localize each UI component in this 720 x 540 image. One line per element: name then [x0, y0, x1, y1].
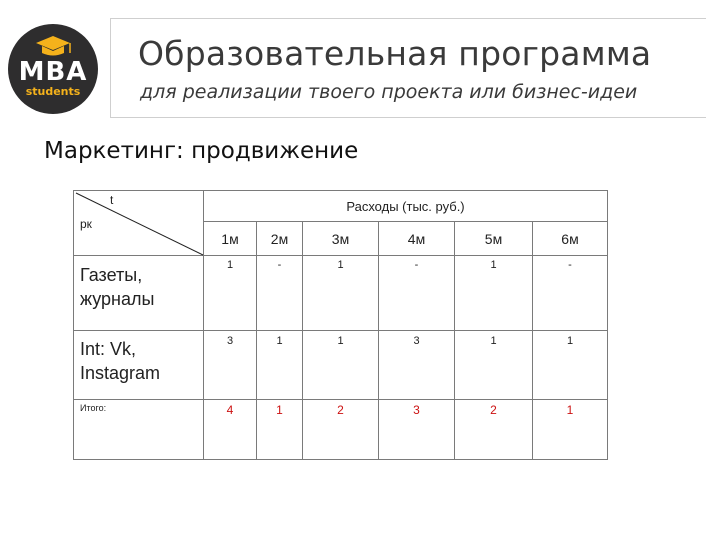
- table-cell: -: [277, 259, 282, 271]
- corner-bottom-label: рк: [80, 217, 92, 231]
- mba-students-logo: [8, 24, 98, 114]
- column-header: 4м: [407, 230, 426, 247]
- total-cell: 1: [566, 403, 574, 417]
- header-subtitle: для реализации твоего проекта или бизнес-идеи: [140, 81, 638, 103]
- total-cell: 1: [276, 403, 283, 417]
- table-row-rule: [74, 330, 607, 331]
- table-cell: 1: [337, 259, 344, 271]
- total-cell: 4: [226, 403, 234, 417]
- header-left-rule: [110, 18, 111, 117]
- column-header: 1м: [221, 230, 239, 247]
- table-cell: 1: [490, 335, 497, 347]
- table-cell: 3: [413, 335, 420, 347]
- corner-diagonal: [74, 191, 204, 256]
- slide-title: Маркетинг: продвижение: [44, 138, 359, 164]
- row-label: Газеты, журналы: [80, 265, 155, 309]
- header-top-rule: [110, 18, 706, 19]
- expenses-table: [73, 190, 608, 460]
- logo-students-text: students: [25, 85, 81, 98]
- table-cell: -: [568, 259, 572, 271]
- total-cell: 2: [337, 403, 344, 417]
- total-cell: 2: [490, 403, 497, 417]
- column-header: 2м: [270, 230, 289, 247]
- logo-mba-text: MBA: [18, 57, 88, 87]
- header-title: Образовательная программа: [138, 34, 652, 73]
- table-cell: 3: [226, 335, 234, 347]
- header-bottom-rule: [110, 117, 706, 118]
- table-cell: 1: [490, 259, 497, 271]
- table-cell: 1: [276, 335, 283, 347]
- column-header: 6м: [561, 230, 579, 247]
- total-label: Итого:: [80, 403, 107, 413]
- total-cell: 3: [413, 403, 420, 417]
- table-cell: -: [414, 259, 419, 271]
- column-header: 3м: [331, 230, 350, 247]
- table-row-rule: [74, 399, 607, 400]
- corner-top-label: t: [110, 193, 114, 207]
- group-header: Расходы (тыс. руб.): [346, 198, 465, 214]
- table-cell: 1: [337, 335, 344, 347]
- table-cell: 1: [226, 259, 234, 271]
- table-cell: 1: [566, 335, 574, 347]
- row-label: Int: Vk, Instagram: [80, 339, 161, 383]
- column-header: 5м: [484, 230, 503, 247]
